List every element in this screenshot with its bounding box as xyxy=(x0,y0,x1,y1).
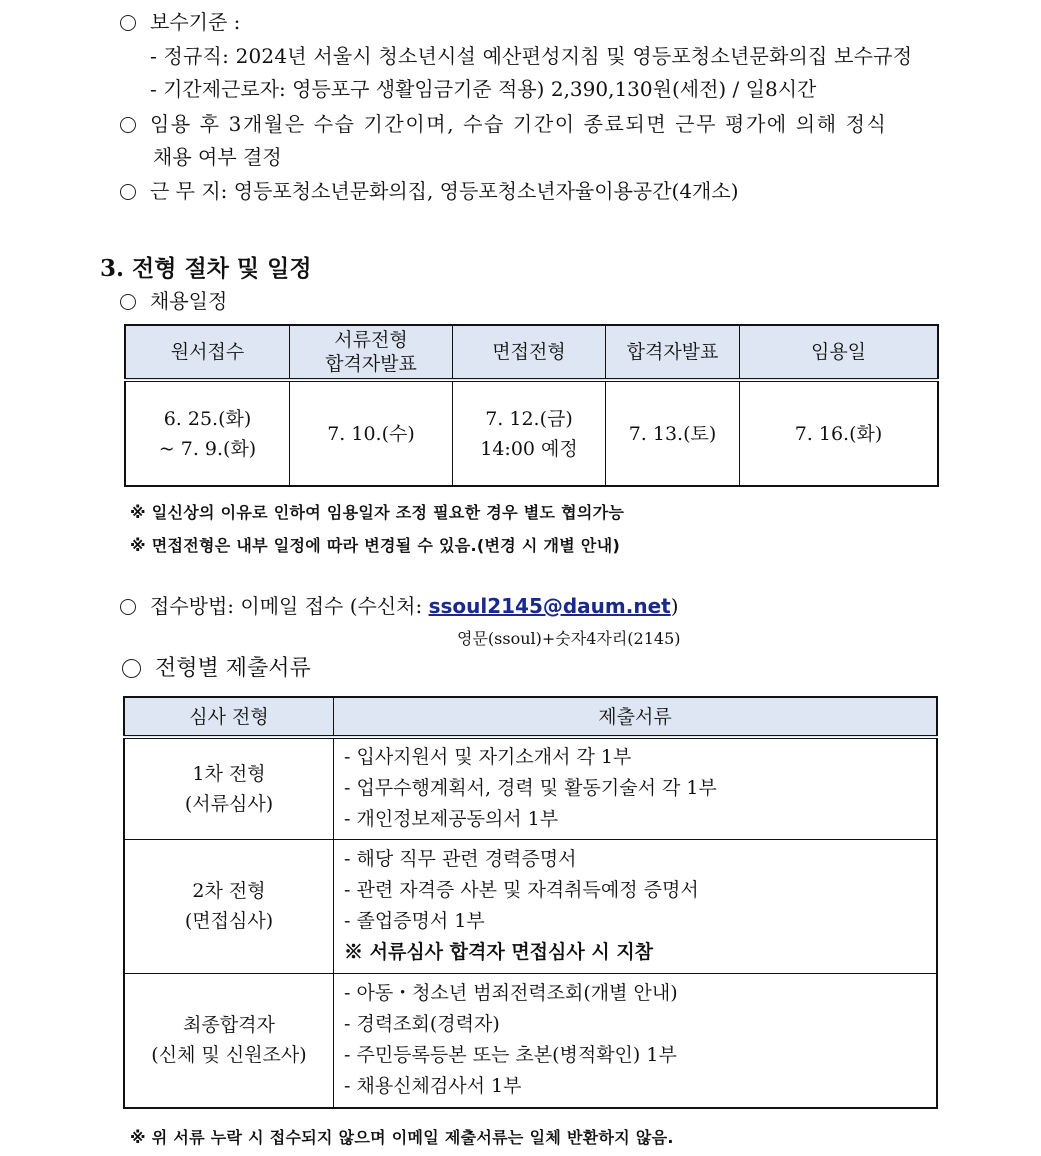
pay-contract-text: - 기간제근로자: 영등포구 생활임금기준 적용) 2,390,130원(세전) / 일8시간 xyxy=(150,77,817,101)
circle-bullet-icon xyxy=(120,599,136,615)
list-item: - 관련 자격증 사본 및 자격취득예정 증명서 xyxy=(344,879,699,902)
list-item: - 경력조회(경력자) xyxy=(344,1013,500,1036)
list-item: - 업무수행계획서, 경력 및 활동기술서 각 1부 xyxy=(344,777,717,800)
cell-doc-result: 7. 10.(수) xyxy=(290,380,453,486)
stage-cell: 최종합격자 (신체 및 신원조사) xyxy=(124,973,334,1108)
table-row xyxy=(124,839,937,973)
table-row xyxy=(124,737,937,839)
header-start-date: 임용일 xyxy=(740,325,939,380)
header-final-result: 합격자발표 xyxy=(606,325,740,380)
header-doc-result: 서류전형 합격자발표 xyxy=(290,325,453,380)
list-item: - 채용신체검사서 1부 xyxy=(344,1075,522,1098)
documents-cell xyxy=(334,839,938,973)
docs-heading: 전형별 제출서류 xyxy=(122,655,311,683)
section-title: 3. 전형 절차 및 일정 xyxy=(100,255,312,282)
documents-cell xyxy=(334,973,938,1108)
email-link[interactable]: ssoul2145@daum.net xyxy=(428,594,671,618)
header-stage: 심사 전형 xyxy=(124,697,334,737)
interview-note: ※ 서류심사 합격자 면접심사 시 지참 xyxy=(344,941,654,964)
header-interview: 면접전형 xyxy=(453,325,606,380)
header-documents: 제출서류 xyxy=(334,697,938,737)
cell-start-date: 7. 16.(화) xyxy=(740,380,939,486)
documents-table xyxy=(123,696,938,1109)
documents-cell xyxy=(334,737,938,839)
circle-bullet-icon xyxy=(120,117,136,133)
cell-interview: 7. 12.(금) 14:00 예정 xyxy=(453,380,606,486)
list-item: - 입사지원서 및 자기소개서 각 1부 xyxy=(344,746,632,769)
workplace-text: 근 무 지: 영등포청소년문화의집, 영등포청소년자율이용공간(4개소) xyxy=(120,178,739,204)
probation-text-cont: 채용 여부 결정 xyxy=(153,145,282,169)
footer-note: ※ 위 서류 누락 시 접수되지 않으며 이메일 제출서류는 일체 반환하지 않음. xyxy=(130,1128,674,1147)
circle-bullet-icon xyxy=(120,15,136,31)
probation-text: 임용 후 3개월은 수습 기간이며, 수습 기간이 종료되면 근무 평가에 의해 정식 xyxy=(120,111,887,137)
circle-bullet-icon xyxy=(120,294,136,310)
pay-regular-text: - 정규직: 2024년 서울시 청소년시설 예산편성지침 및 영등포청소년문화의집 보수규정 xyxy=(150,44,913,68)
list-item: - 졸업증명서 1부 xyxy=(344,910,485,933)
stage-cell: 1차 전형 (서류심사) xyxy=(124,737,334,839)
table-row xyxy=(124,973,937,1108)
email-hint: 영문(ssoul)+숫자4자리(2145) xyxy=(457,629,681,648)
circle-bullet-icon xyxy=(122,659,141,678)
pay-standard-heading: 보수기준 : xyxy=(120,9,240,35)
schedule-note-2: ※ 면접전형은 내부 일정에 따라 변경될 수 있음.(변경 시 개별 안내) xyxy=(130,536,621,555)
schedule-table xyxy=(124,324,939,487)
schedule-heading: 채용일정 xyxy=(120,288,227,314)
cell-final-result: 7. 13.(토) xyxy=(606,380,740,486)
circle-bullet-icon xyxy=(120,184,136,200)
cell-apply: 6. 25.(화) ~ 7. 9.(화) xyxy=(125,380,290,486)
stage-cell: 2차 전형 (면접심사) xyxy=(124,839,334,973)
header-apply: 원서접수 xyxy=(125,325,290,380)
list-item: - 개인정보제공동의서 1부 xyxy=(344,808,559,831)
list-item: - 주민등록등본 또는 초본(병적확인) 1부 xyxy=(344,1044,677,1067)
schedule-note-1: ※ 일신상의 이유로 인하여 임용일자 조정 필요한 경우 별도 협의가능 xyxy=(130,503,625,522)
list-item: - 해당 직무 관련 경력증명서 xyxy=(344,848,577,871)
list-item: - 아동・청소년 범죄전력조회(개별 안내) xyxy=(344,982,678,1005)
apply-method: 접수방법: 이메일 접수 (수신처: ssoul2145@daum.net) xyxy=(120,593,679,619)
